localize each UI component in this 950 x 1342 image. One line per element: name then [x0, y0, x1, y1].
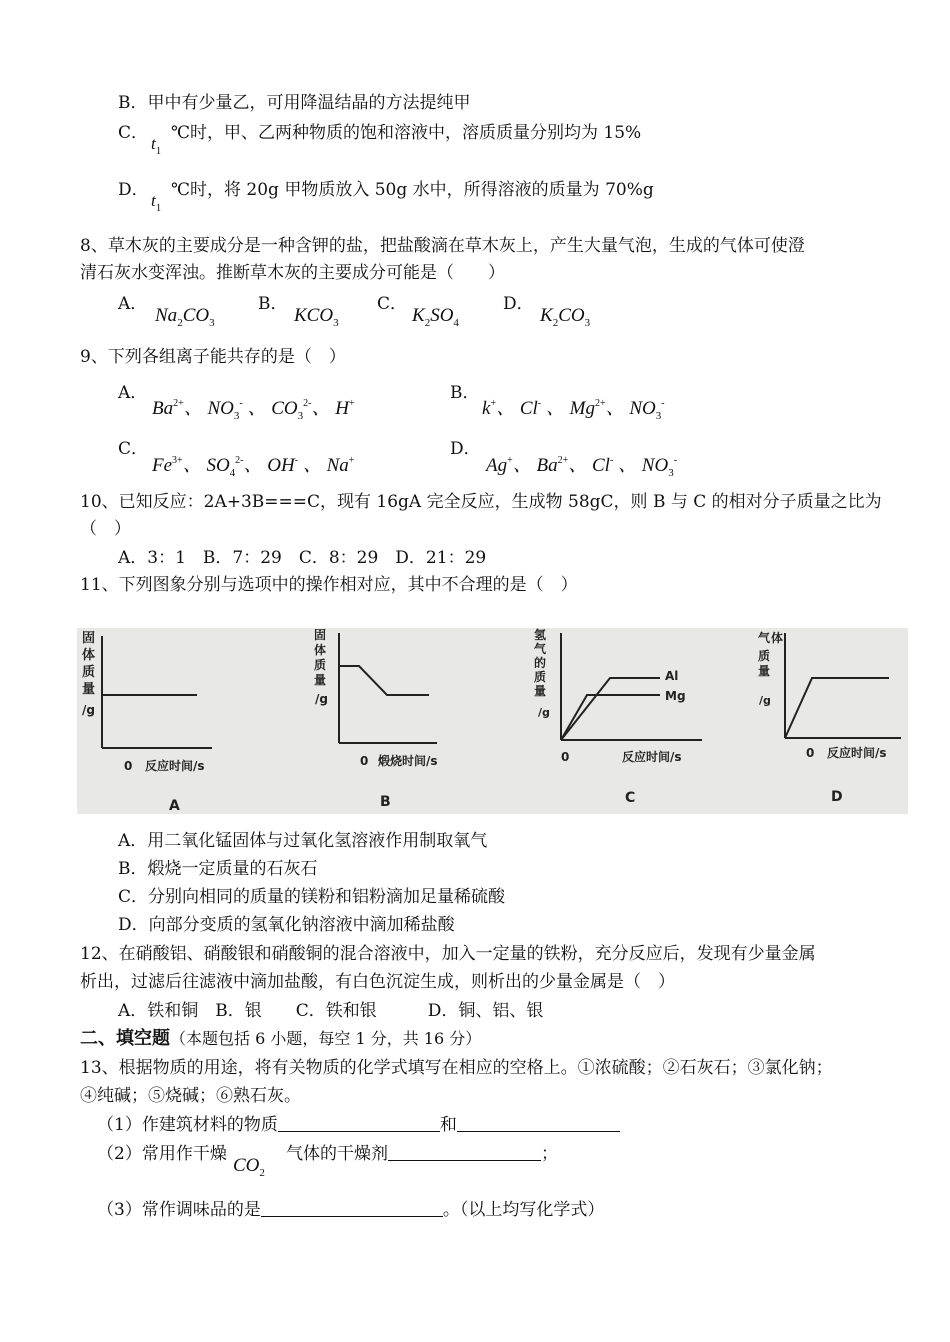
- q9-label-a: A．: [118, 383, 148, 403]
- graph-d-curve: [785, 678, 889, 738]
- graph-a-ylabel-2: 体: [82, 648, 96, 663]
- section-2-heading: [80, 1028, 481, 1050]
- q13-part1-and: 和: [439, 1115, 457, 1135]
- q13-blank-1a[interactable]: [278, 1115, 440, 1132]
- q11-graphs-figure: [77, 628, 908, 814]
- q7-option-c-label: C．: [118, 123, 149, 143]
- q8-option-c-formula: $K_2SO_4$: [412, 305, 459, 329]
- q13-part3-end: 。（以上均写化学式）: [442, 1200, 605, 1220]
- q13-part2-text: 气体的干燥剂: [286, 1144, 388, 1164]
- graph-a-ylabel-5: /g: [82, 703, 95, 717]
- q13-part1: [97, 1114, 620, 1136]
- q11-option-d: D．向部分变质的氢氧化钠溶液中滴加稀盐酸: [118, 915, 455, 935]
- q10-stem-line2: （ ）: [80, 519, 131, 539]
- graph-c-origin: 0: [561, 750, 570, 764]
- graph-b-caption: B: [380, 794, 391, 810]
- graph-a-ylabel-3: 质: [82, 665, 96, 680]
- q8-label-d: D．: [503, 294, 534, 314]
- q12-stem-line1: 12、在硝酸铝、硝酸银和硝酸铜的混合溶液中，加入一定量的铁粉，充分反应后，发现有少量金属: [80, 944, 816, 964]
- graph-c-legend-mg: Mg: [665, 689, 686, 703]
- q9-option-b-ions: k+、 Cl- 、 $Mg^{2+}$、 $NO_3^-$: [482, 398, 665, 422]
- q8-label-b: B．: [258, 294, 288, 314]
- q13-part2-end: ；: [541, 1144, 558, 1164]
- q13-part2-formula: $CO_2$: [233, 1155, 265, 1179]
- q9-label-b: B．: [450, 383, 480, 403]
- q13-blank-3[interactable]: [261, 1200, 443, 1217]
- graph-b-origin: 0: [360, 754, 369, 768]
- graph-c-legend-al: Al: [665, 669, 679, 683]
- q13-part3-text: （3）常作调味品的是: [97, 1200, 261, 1220]
- section-2-note: （本题包括 6 小题，每空 1 分，共 16 分）: [170, 1029, 482, 1048]
- q8-label-a: A．: [118, 294, 148, 314]
- graph-c-xlabel: 反应时间/s: [622, 750, 682, 764]
- q9-option-c-ions: $Fe^{3+}$、 $SO_4^{2-}$、 OH- 、 Na+: [152, 455, 355, 479]
- graph-c-curve-al: [561, 678, 660, 740]
- graph-c-ylabel-4: 质: [534, 670, 547, 684]
- graph-a: [82, 631, 212, 814]
- graph-d-ylabel-1: 气: [758, 631, 771, 645]
- graph-b-curve: [339, 666, 429, 695]
- q7-option-c-temp: $t_1$: [151, 134, 162, 157]
- graph-a-xlabel: 反应时间/s: [145, 759, 205, 773]
- graph-b-ylabel-1: 固: [314, 628, 327, 642]
- q13-part2-label: （2）常用作干燥: [97, 1144, 227, 1164]
- q8-label-c: C．: [377, 294, 408, 314]
- q10-options: A．3：1 B．7：29 C．8：29 D．21：29: [118, 548, 487, 568]
- q10-stem-line1: 10、已知反应：2A+3B===C，现有 16gA 完全反应，生成物 58gC，则 B 与 C 的相对分子质量之比为: [80, 492, 882, 512]
- q11-stem: 11、下列图象分别与选项中的操作相对应，其中不合理的是（ ）: [80, 575, 578, 595]
- graph-a-ylabel-4: 量: [82, 682, 96, 697]
- section-2-title: 二、填空题: [80, 1028, 170, 1049]
- graph-a-caption: A: [169, 798, 180, 814]
- q11-option-c: C．分别向相同的质量的镁粉和铝粉滴加足量稀硫酸: [118, 887, 506, 907]
- graph-a-origin: 0: [124, 759, 133, 773]
- q13-blank-2[interactable]: [388, 1144, 541, 1161]
- graph-d-ylabel-2: 体: [771, 631, 784, 645]
- q11-option-b: B．煅烧一定质量的石灰石: [118, 859, 318, 879]
- q13-part1-text: （1）作建筑材料的物质: [97, 1115, 278, 1135]
- graph-a-ylabel-1: 固: [82, 631, 96, 646]
- q7-option-d-temp: $t_1$: [151, 191, 162, 214]
- q8-stem-line1: 8、草木灰的主要成分是一种含钾的盐，把盐酸滴在草木灰上，产生大量气泡，生成的气体可使澄: [80, 236, 805, 256]
- graph-d-ylabel-3: 质: [758, 649, 771, 663]
- graph-d-caption: D: [831, 789, 843, 805]
- graph-c-curve-mg: [561, 695, 660, 740]
- graph-d-ylabel-4: 量: [758, 664, 771, 678]
- graph-c-caption: C: [625, 790, 636, 806]
- q8-stem-line2: 清石灰水变浑浊。推断草木灰的主要成分可能是（ ）: [80, 263, 505, 283]
- q11-option-a: A．用二氧化锰固体与过氧化氢溶液作用制取氧气: [118, 831, 488, 851]
- graph-d-xlabel: 反应时间/s: [827, 746, 887, 760]
- graph-c-ylabel-1: 氢: [534, 628, 547, 642]
- q9-stem: 9、下列各组离子能共存的是（ ）: [80, 347, 346, 367]
- graph-d-ylabel-5: /g: [759, 694, 771, 707]
- q9-option-d-ions: Ag+、 $Ba^{2+}$、 Cl- 、 $NO_3^-$: [486, 455, 678, 479]
- graph-b-ylabel-4: 量: [314, 673, 327, 687]
- q9-option-a-ions: $Ba^{2+}$、 $NO_3^-$ 、 $CO_3^{2-}$、 H+: [152, 398, 355, 422]
- q7-option-b: B．甲中有少量乙，可用降温结晶的方法提纯甲: [118, 93, 471, 113]
- q9-label-d: D．: [450, 439, 481, 459]
- q13-blank-1b[interactable]: [457, 1115, 620, 1132]
- graph-c-ylabel-3: 的: [534, 656, 547, 670]
- graph-c-ylabel-5: 量: [534, 684, 547, 698]
- graph-b: [314, 628, 438, 810]
- graph-c: [534, 628, 702, 806]
- q13-part2-rest: [286, 1143, 558, 1165]
- q8-option-d-formula: $K_2CO_3$: [540, 305, 591, 329]
- q13-part3: [97, 1199, 604, 1221]
- graph-d: [758, 630, 901, 805]
- graph-b-ylabel-5: /g: [315, 692, 328, 706]
- q7-option-d-text: ℃时，将 20g 甲物质放入 50g 水中，所得溶液的质量为 70%g: [171, 180, 654, 200]
- q13-stem-line2: ④纯碱；⑤烧碱；⑥熟石灰。: [80, 1086, 301, 1106]
- q7-option-c-text: ℃时，甲、乙两种物质的饱和溶液中，溶质质量分别均为 15%: [171, 123, 642, 143]
- graph-b-ylabel-2: 体: [314, 643, 327, 657]
- graph-c-ylabel-2: 气: [534, 642, 547, 656]
- q8-option-b-formula: $KCO_3$: [294, 305, 339, 329]
- q9-label-c: C．: [118, 439, 149, 459]
- q12-stem-line2: 析出，过滤后往滤液中滴加盐酸，有白色沉淀生成，则析出的少量金属是（ ）: [80, 972, 675, 992]
- q7-option-d-label: D．: [118, 180, 149, 200]
- graph-b-ylabel-3: 质: [314, 658, 327, 672]
- graph-b-xlabel: 煅烧时间/s: [378, 754, 438, 768]
- q12-options: A．铁和铜 B．银 C．铁和银 D．铜、铝、银: [118, 1001, 544, 1021]
- q13-stem-line1: 13、根据物质的用途，将有关物质的化学式填写在相应的空格上。①浓硫酸；②石灰石；③氯化钠；: [80, 1058, 833, 1078]
- graph-d-origin: 0: [806, 746, 815, 760]
- graph-c-ylabel-6: /g: [538, 706, 550, 719]
- q8-option-a-formula: $Na_2CO_3$: [155, 305, 215, 329]
